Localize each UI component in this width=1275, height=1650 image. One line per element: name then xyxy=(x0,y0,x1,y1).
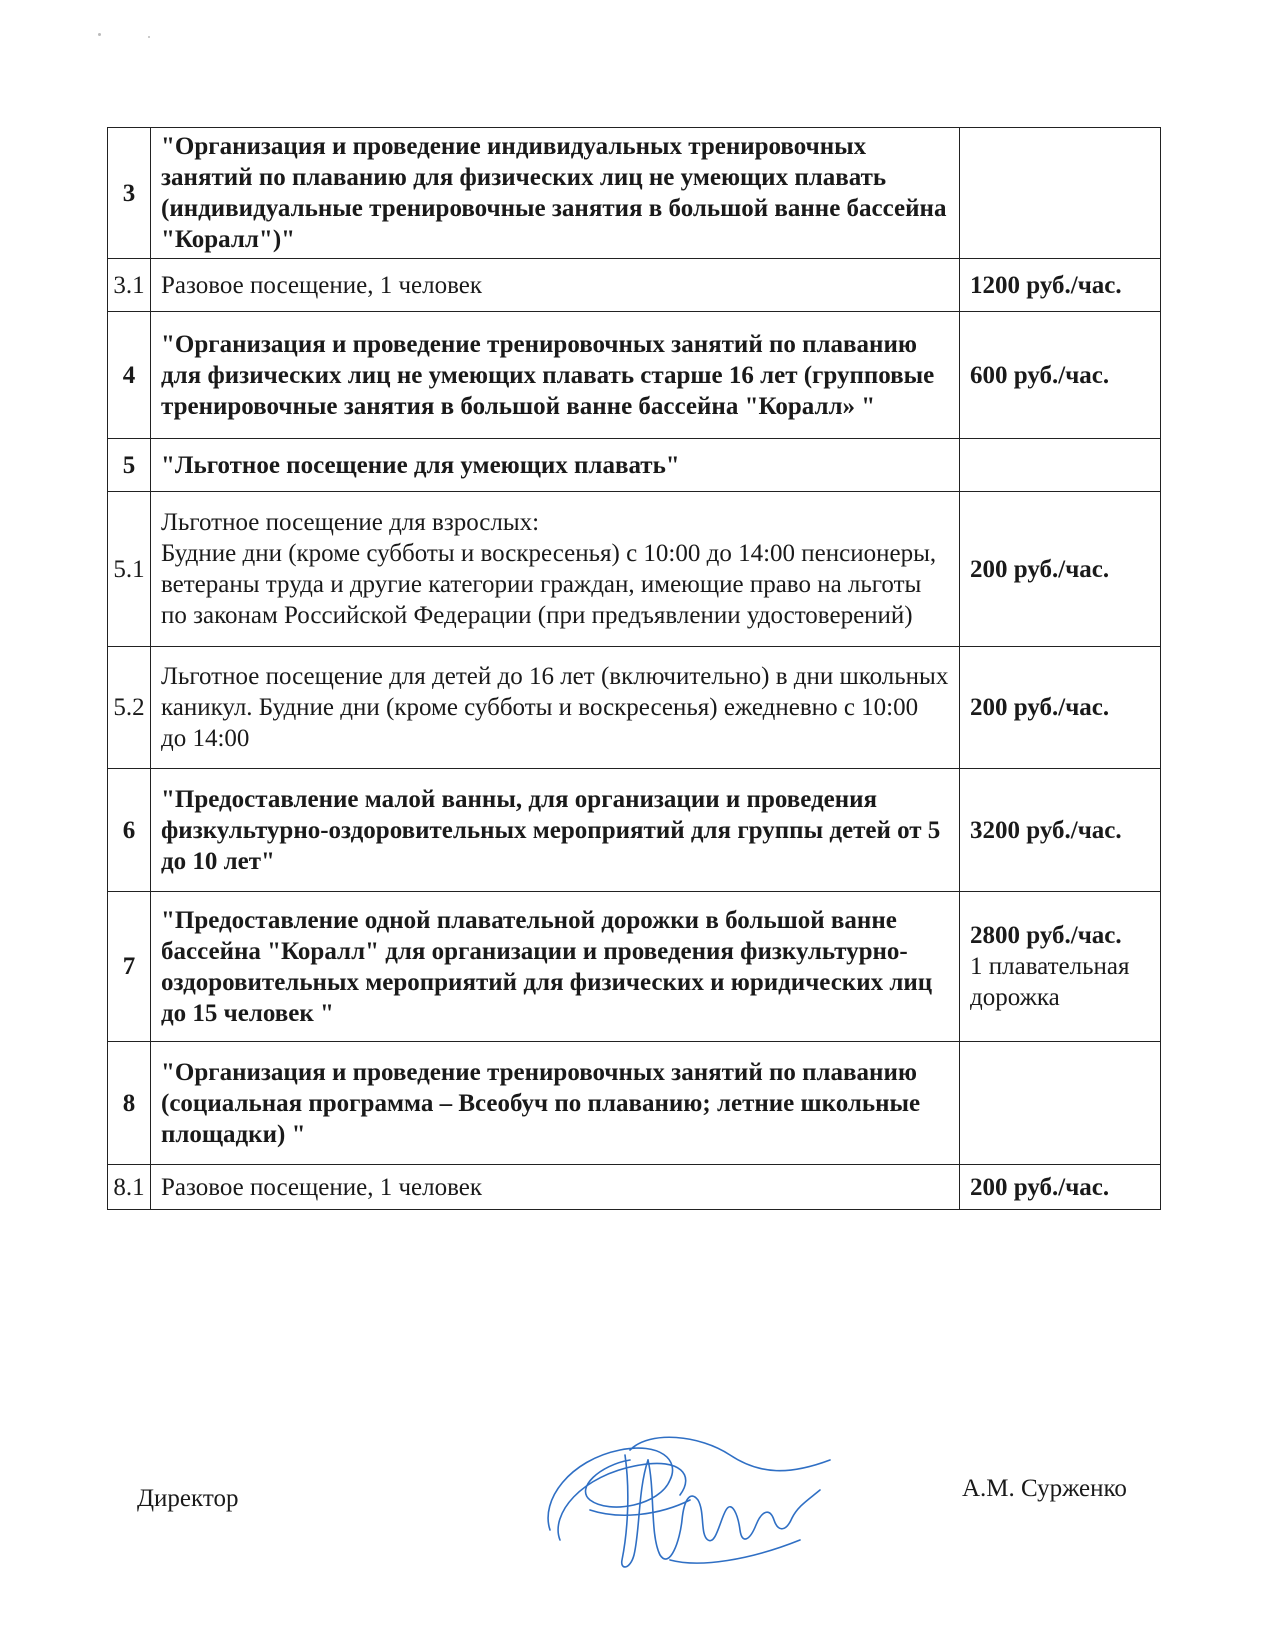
table-row xyxy=(108,259,1161,312)
table-row xyxy=(108,647,1161,769)
service-price: 200 руб./час. xyxy=(960,647,1161,769)
service-price: 3200 руб./час. xyxy=(960,769,1161,892)
table-row xyxy=(108,492,1161,647)
signatory-position: Директор xyxy=(137,1485,239,1512)
service-price: 200 руб./час. xyxy=(960,492,1161,647)
service-description xyxy=(151,492,960,647)
row-number: 4 xyxy=(108,312,151,439)
signatory-name: А.М. Сурженко xyxy=(962,1475,1127,1502)
service-price xyxy=(960,1042,1161,1165)
service-description: "Организация и проведение индивидуальных тренировочных занятий по плаванию для физических лиц не умеющих плавать (индивидуальные тренировочные занятия в большой ванне бассейна "Коралл")" xyxy=(151,128,960,259)
service-description: "Предоставление малой ванны, для организации и проведения физкультурно-оздоровительных мероприятий для группы детей от 5 до 10 лет" xyxy=(151,769,960,892)
table-row xyxy=(108,312,1161,439)
row-number: 5.1 xyxy=(108,492,151,647)
service-description: "Организация и проведение тренировочных занятий по плаванию (социальная программа – Всеобуч по плаванию; летние школьные площадки) " xyxy=(151,1042,960,1165)
scan-speck xyxy=(148,36,150,38)
price-value: 2800 руб./час. xyxy=(970,922,1122,949)
row-number: 7 xyxy=(108,892,151,1042)
service-description: "Предоставление одной плавательной дорожки в большой ванне бассейна "Коралл" для организации и проведения физкультурно-оздоровительных мероприятий для физических и юридических лиц до 15 человек " xyxy=(151,892,960,1042)
table-row xyxy=(108,439,1161,492)
row-number: 8.1 xyxy=(108,1165,151,1210)
service-description: Разовое посещение, 1 человек xyxy=(151,1165,960,1210)
price-note: 1 плавательная дорожка xyxy=(970,953,1130,1011)
table-row xyxy=(108,1042,1161,1165)
row-number: 5 xyxy=(108,439,151,492)
service-price xyxy=(960,892,1161,1042)
service-description: Разовое посещение, 1 человек xyxy=(151,259,960,312)
table-row xyxy=(108,128,1161,259)
service-price xyxy=(960,439,1161,492)
description-line: Льготное посещение для взрослых: xyxy=(161,509,540,536)
table-row xyxy=(108,769,1161,892)
service-price: 1200 руб./час. xyxy=(960,259,1161,312)
scan-speck xyxy=(98,33,101,36)
row-number: 6 xyxy=(108,769,151,892)
row-number: 3.1 xyxy=(108,259,151,312)
description-line: Будние дни (кроме субботы и воскресенья) с 10:00 до 14:00 пенсионеры, ветераны труда и другие категории граждан, имеющие право на льготы по законам Российской Федерации (при предъявлении удостоверений) xyxy=(161,540,937,629)
row-number: 8 xyxy=(108,1042,151,1165)
row-number: 3 xyxy=(108,128,151,259)
service-description: Льготное посещение для детей до 16 лет (включительно) в дни школьных каникул. Будние дни (кроме субботы и воскресенья) ежедневно с 10:00 до 14:00 xyxy=(151,647,960,769)
table-row xyxy=(108,892,1161,1042)
service-description: "Организация и проведение тренировочных занятий по плаванию для физических лиц не умеющих плавать старше 16 лет (групповые тренировочные занятия в большой ванне бассейна "Коралл» " xyxy=(151,312,960,439)
service-price xyxy=(960,128,1161,259)
price-table xyxy=(107,127,1161,1210)
signature-image xyxy=(530,1420,850,1580)
service-price: 200 руб./час. xyxy=(960,1165,1161,1210)
row-number: 5.2 xyxy=(108,647,151,769)
service-price: 600 руб./час. xyxy=(960,312,1161,439)
table-row xyxy=(108,1165,1161,1210)
service-description: "Льготное посещение для умеющих плавать" xyxy=(151,439,960,492)
